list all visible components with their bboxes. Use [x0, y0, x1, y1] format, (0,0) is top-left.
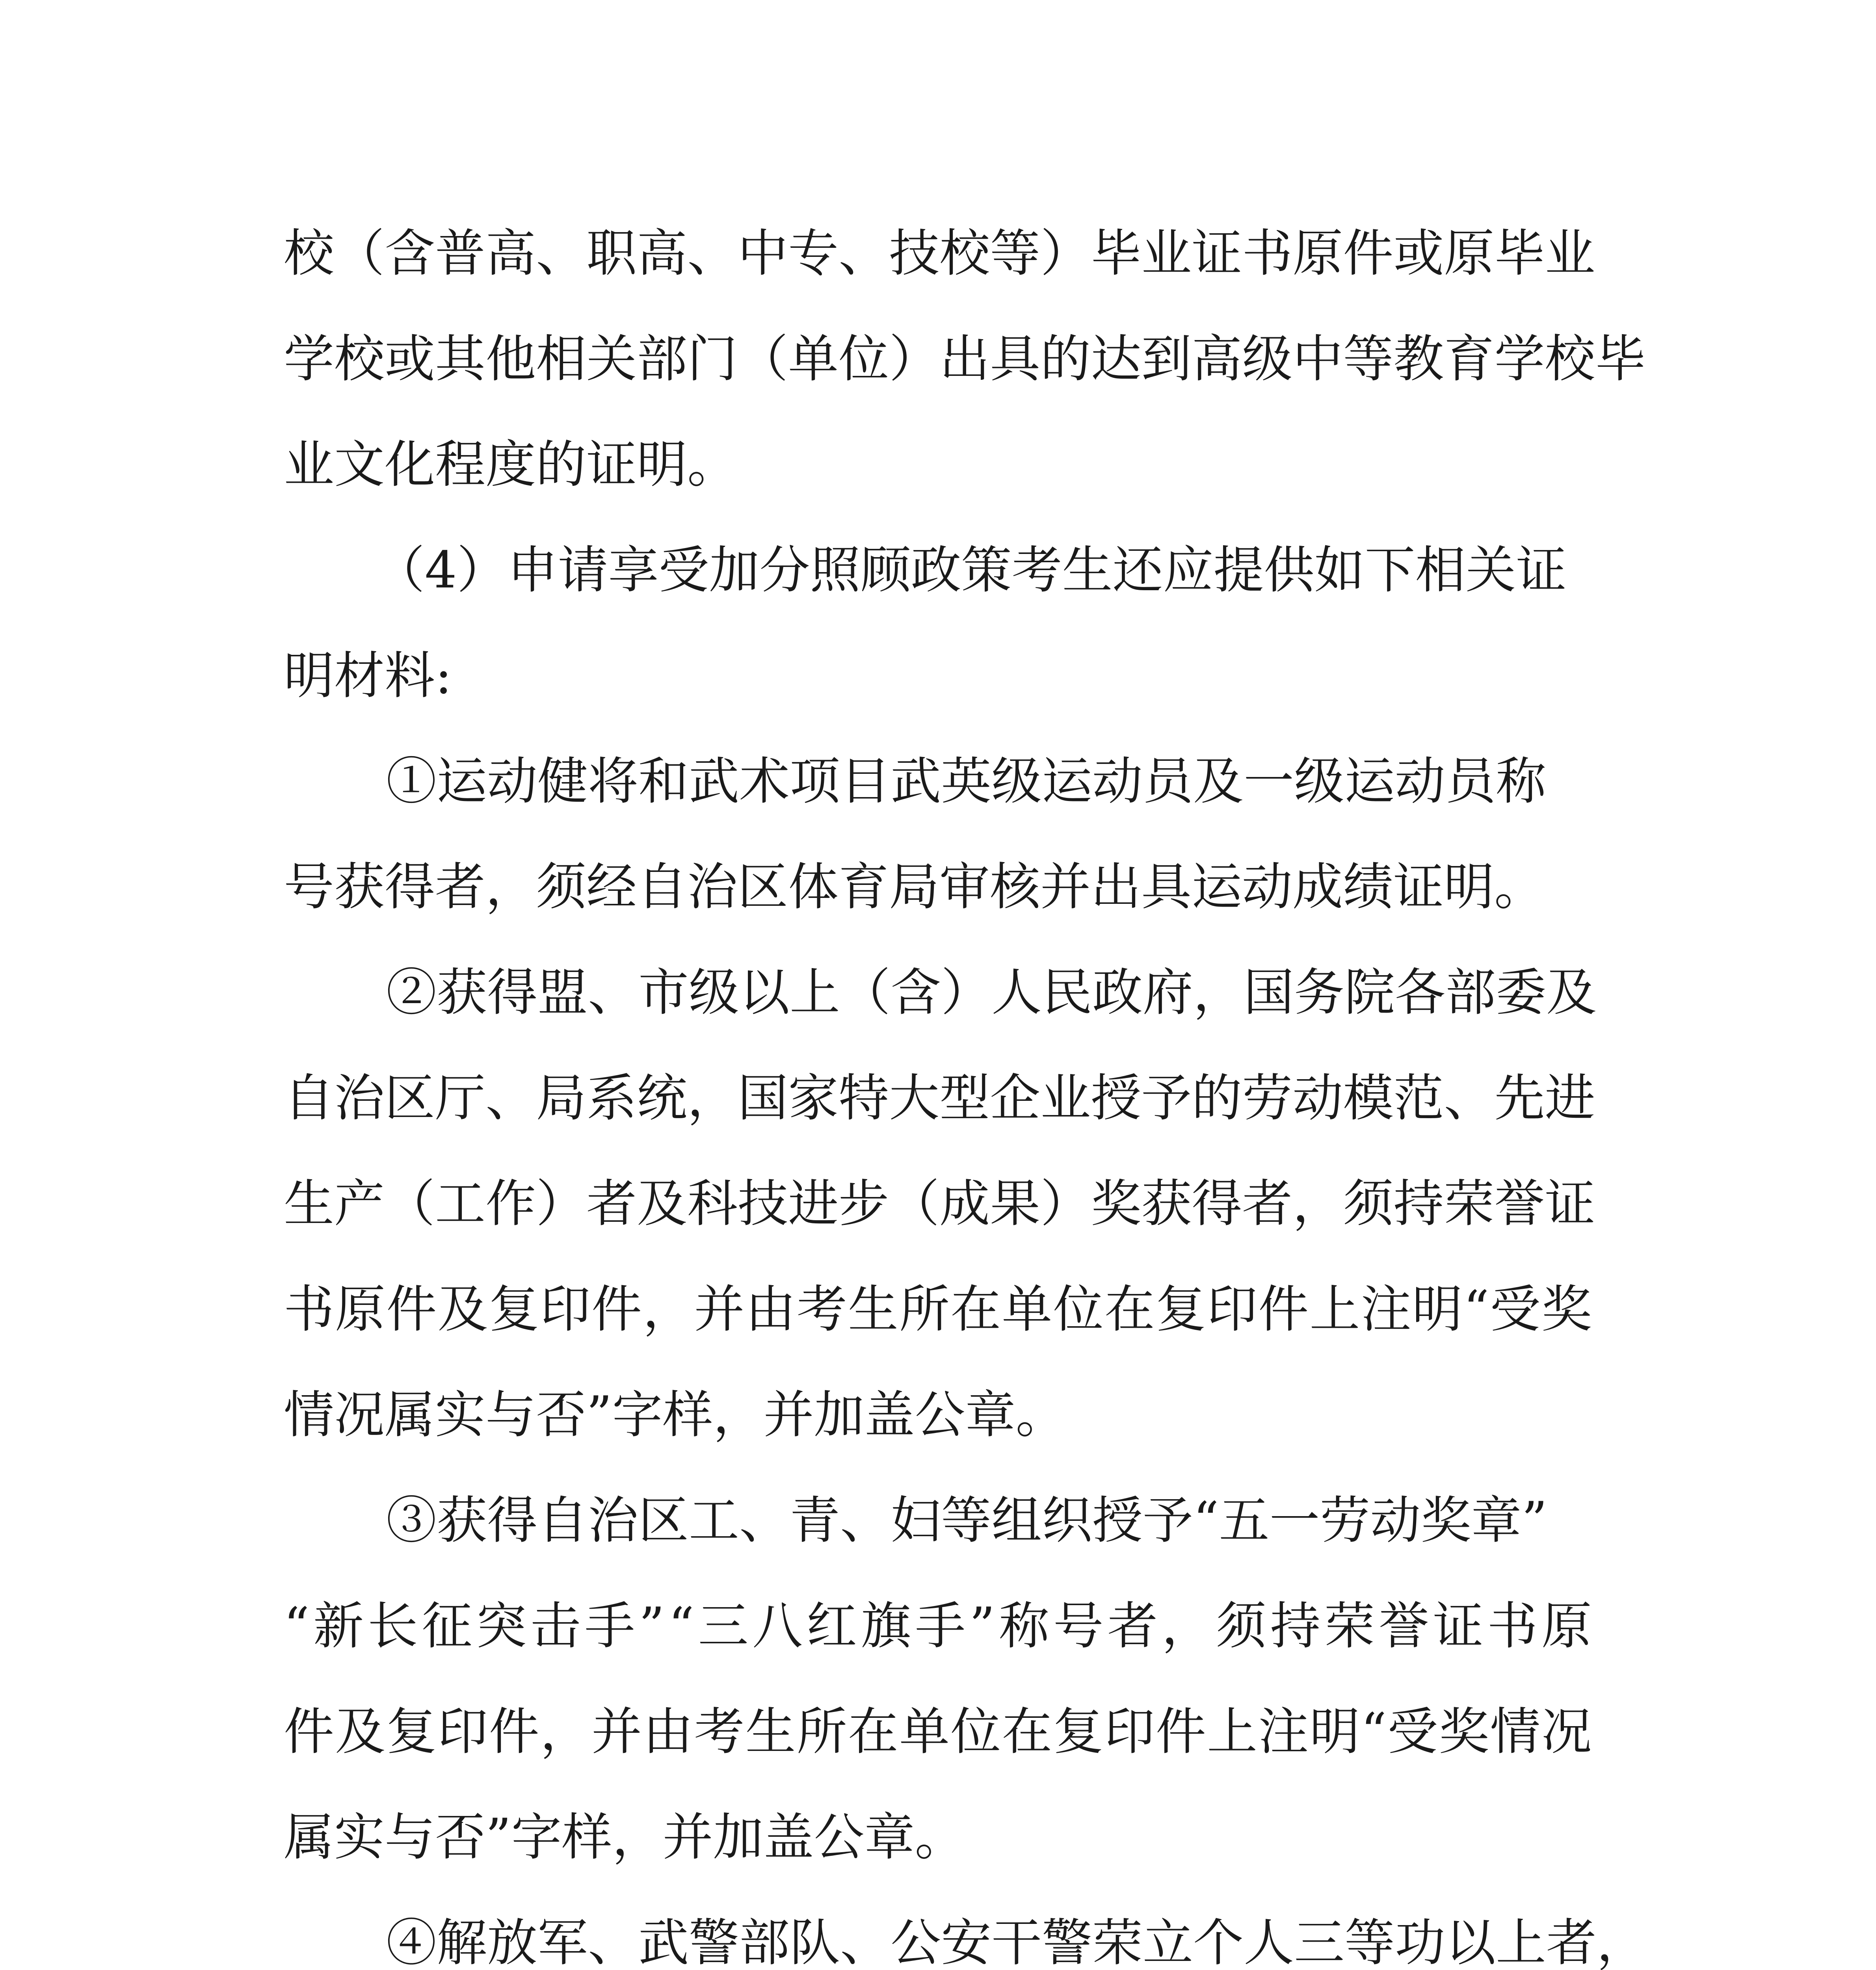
text-line-6: ①运动健将和武术项目武英级运动员及一级运动员称: [386, 752, 1547, 811]
text-line-13: ③获得自治区工、青、妇等组织授予“五一劳动奖章”: [386, 1491, 1547, 1550]
text-line-7: 号获得者，须经自治区体育局审核并出具运动成绩证明。: [284, 858, 1545, 916]
text-line-2: 学 校 或 其 他 相 关 部 门 （ 单 位 ） 出 具 的 达 到 高 级 中 等 教 育 学 校 毕: [284, 330, 1646, 388]
text-line-9: 自 治 区 厅 、 局 系 统 ， 国 家 特 大 型 企 业 授 予 的 劳 动 模 范 、 先 进: [284, 1069, 1595, 1128]
text-line-10: 生 产 （ 工 作 ） 者 及 科 技 进 步 （ 成 果 ） 奖 获 得 者 ， 须 持 荣 誉 证: [284, 1175, 1595, 1233]
text-line-4: （4）申请享受加分照顾政策考生还应提供如下相关证: [374, 541, 1567, 600]
text-line-5: 明材料:: [284, 647, 452, 705]
text-line-12: 情况属实与否”字样，并加盖公章。: [284, 1386, 1066, 1444]
text-line-15: 件 及 复 印 件 ， 并 由 考 生 所 在 单 位 在 复 印 件 上 注 明 “ 受 奖 情 况: [284, 1702, 1592, 1761]
text-line-11: 书 原 件 及 复 印 件 ， 并 由 考 生 所 在 单 位 在 复 印 件 上 注 明 “ 受 奖: [284, 1280, 1592, 1339]
text-line-1: 校 （ 含 普 高 、 职 高 、 中 专 、 技 校 等 ） 毕 业 证 书 原 件 或 原 毕 业: [284, 224, 1595, 283]
text-line-3: 业文化程度的证明。: [284, 435, 738, 494]
text-line-16: 属实与否”字样，并加盖公章。: [284, 1808, 965, 1867]
text-line-8: ②获得盟、市级以上（含）人民政府，国务院各部委及: [386, 963, 1597, 1022]
text-line-14: “ 新 长 征 突 击 手 ” “ 三 八 红 旗 手 ” 称 号 者 ， 须 持 荣 誉 证 书 原: [284, 1597, 1592, 1656]
text-line-17: ④解放军、武警部队、公安干警荣立个人三等功以上者，: [386, 1914, 1647, 1970]
